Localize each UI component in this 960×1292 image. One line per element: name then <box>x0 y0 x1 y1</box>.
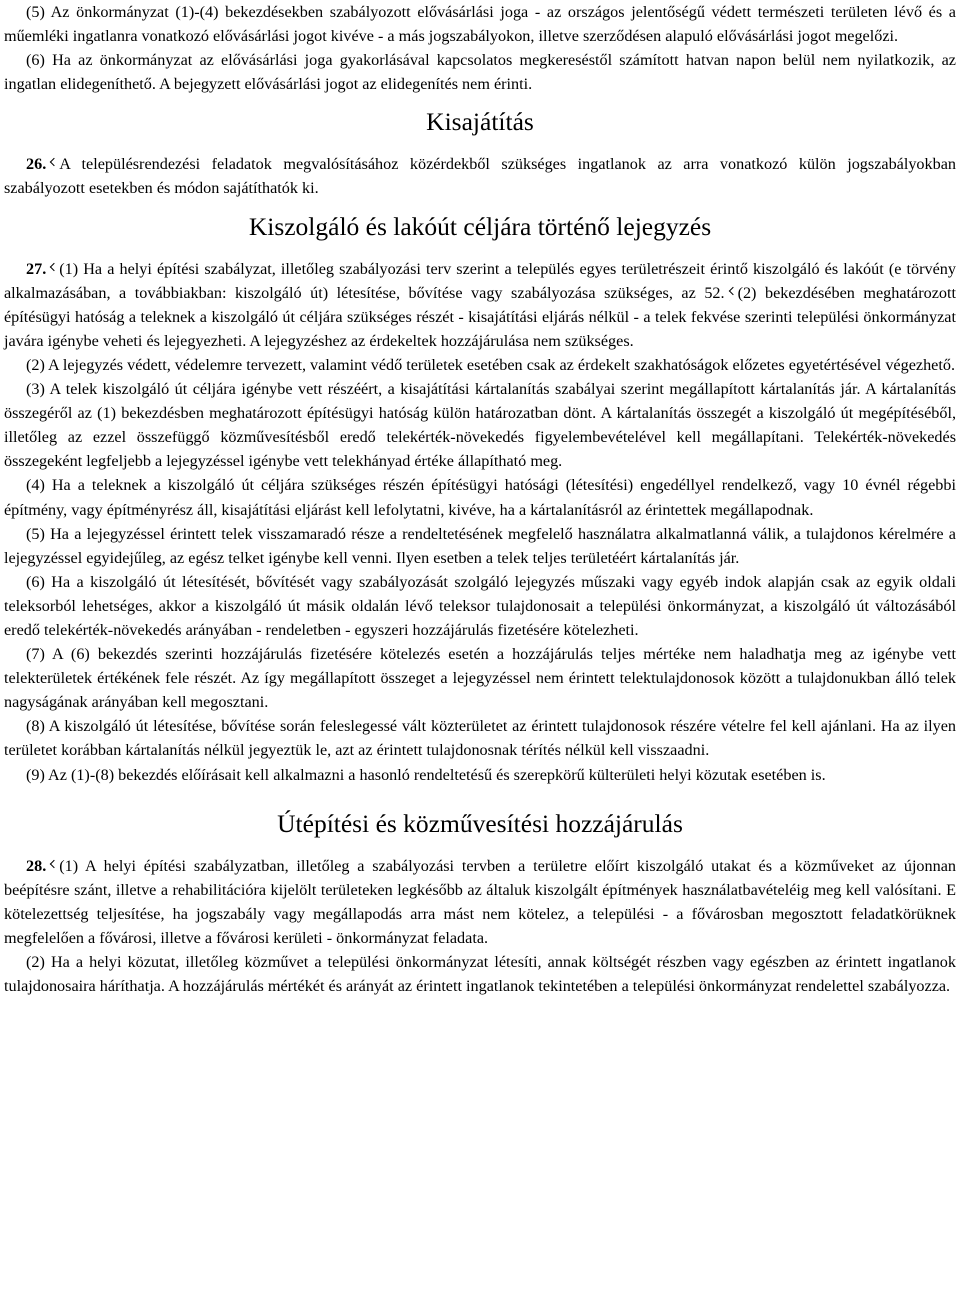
section-28-paragraph-2: (2) Ha a helyi közutat, illetőleg közművet a települési önkormányzat létesíti, annak költségét részben vagy egészben az érintett ingatlanok tulajdonosaira háríthatja. A hozzájárulás mértékét és arányát az érintett ingatlanok tekintetében a települési önkormányzat rendelettel szabályozza. <box>4 953 956 996</box>
link-marker-icon[interactable] <box>50 264 57 274</box>
paragraph-5-preemption-priority: (5) Az önkormányzat (1)-(4) bekezdésekben szabályozott elővásárlási joga - az országos jelentőségű védett természeti területen lévő és a műemléki ingatlanra vonatkozó elővásárlási jogot kivéve - a más jogszabályokon, illetve szerződésen alapuló elővásárlási jogot megelőzi. <box>4 3 956 46</box>
section-heading-kisajatitas: Kisajátítás <box>426 107 534 137</box>
section-28-paragraph-1 <box>4 854 956 950</box>
section-27-paragraph-9: (9) Az (1)-(8) bekezdés előírásait kell alkalmazni a hasonló rendeltetésű és szerepkörű külterületi helyi közutak esetében is. <box>26 765 826 784</box>
section-27-paragraph-5: (5) Ha a lejegyzéssel érintett telek visszamaradó része a rendeltetésének megfelelő használatra alkalmatlanná válik, a tulajdonos kérelmére a lejegyzéssel egyidejűleg, az egész telket igénybe kell venni. Ilyen esetben a telek teljes területéért kártalanítás jár. <box>4 524 956 567</box>
section-27-paragraph-2: (2) A lejegyzés védett, védelemre tervezett, valamint védő területek esetében csak az érdekelt szakhatóságok előzetes egyetértésével végezhető. <box>26 355 955 374</box>
section-number: 28. <box>26 856 47 875</box>
section-26-paragraph <box>4 152 956 200</box>
section-26-text: A településrendezési feladatok megvalósításához közérdekből szükséges ingatlanok az arra vonatkozó külön jogszabályokban szabályozott esetekben és módon sajátíthatók ki. <box>4 155 956 198</box>
section-28-text: (1) A helyi építési szabályzatban, illetőleg a szabályozási tervben a területre előírt kiszolgáló utakat és a közműveket az újonnan beépítésre szánt, illetve a rehabilitációra kijelölt területeken legkésőbb az általuk kiszolgált építmények használatbavételéig meg kell valósítani. E kötelezettség teljesítése, ha jogszabály vagy megállapodás arra mást nem kötelez, a települési - a fővárosban megosztott feladatkörüknek megfelelően a fővárosi, illetve a fővárosi kerületi - önkormányzat feladata. <box>4 856 956 947</box>
section-heading-kiszolgalo: Kiszolgáló és lakóút céljára történő lejegyzés <box>248 211 712 241</box>
section-27-paragraph-3: (3) A telek kiszolgáló út céljára igénybe vett részéért, a kisajátítási kártalanítás szabályai szerint megállapított kártalanítás jár. A kártalanítás összegéről az (1) bekezdésben meghatározott építésügyi hatóság külön határozatban dönt. A kártalanítás összegét a kiszolgáló út megépítéséből, illetőleg az ezzel összefüggő közművesítésből eredő telekérték-növekedés figyelembevételével kell megállapítani. Telekérték-növekedés összegeként legfeljebb a lejegyzéssel igénybe vett telekhányad értéke állapítható meg. <box>4 380 956 471</box>
link-marker-icon[interactable] <box>50 861 57 871</box>
section-27-text-b: (2) bekezdésében meghatározott építésügyi hatóság a teleknek a kiszolgáló út céljára szükséges részét - kisajátítási eljárás nélkül - a telek fekvése szerinti települési önkormányzat javára igénybe veheti és lejegyezheti. A lejegyzéshez az érdekeltek hozzájárulása nem szükséges. <box>4 283 956 350</box>
section-27-paragraph-6: (6) Ha a kiszolgáló út létesítését, bővítését vagy szabályozását szolgáló lejegyzés műszaki vagy egyéb indok alapján csak az egyik oldali teleksorból lehetséges, akkor a kiszolgáló út másik oldalán lévő teleksor tulajdonosait a települési önkormányzat, a kiszolgáló út változásából eredő telekérték-növekedés arányában - rendeletben - egyszeri hozzájárulás fizetésére kötelezheti. <box>4 572 956 639</box>
section-heading-utepitesi: Útépítési és közművesítési hozzájárulás <box>277 808 683 838</box>
section-27-paragraph-4: (4) Ha a teleknek a kiszolgáló út céljára szükséges részén építésügyi hatósági (létesítési) engedéllyel rendelkező, vagy 10 évnél régebbi építmény, vagy építményrész áll, kisajátítási eljárást kell lefolytatni, kivéve, ha a kártalanításról az érintettek megállapodnak. <box>4 476 956 519</box>
section-27-paragraph-8: (8) A kiszolgáló út létesítése, bővítése során feleslegessé vált közterületet az érintett tulajdonosok részére vételre fel kell ajánlani. Ha az ilyen területet korábban kártalanítás nélkül jegyeztük le, azt az érintett tulajdonosnak térítés nélkül kell visszaadni. <box>4 717 956 760</box>
section-number: 27. <box>26 259 47 278</box>
section-number: 26. <box>26 155 47 174</box>
section-27-text-a: (1) Ha a helyi építési szabályzat, illetőleg szabályozási terv szerint a település egyes területrészeit érintő kiszolgáló és lakóút (e törvény alkalmazásában, a továbbiakban: kiszolgáló út) létesítése, bővítése vagy szabályozása szükséges, az 52. <box>4 259 956 302</box>
link-marker-icon[interactable] <box>729 288 736 298</box>
link-marker-icon[interactable] <box>50 159 57 169</box>
section-27-paragraph-1 <box>4 257 956 353</box>
section-27-paragraph-7: (7) A (6) bekezdés szerinti hozzájárulás fizetésére kötelezés esetén a hozzájárulás teljes mértéke nem haladhatja meg az igénybe vett telekterületek értékének fele részét. Az így megállapított összeget a lejegyzéssel nem érintett telektulajdonosok között a tulajdonukban álló telek nagyságának arányában kell megosztani. <box>4 645 956 712</box>
paragraph-6-preemption-deadline: (6) Ha az önkormányzat az elővásárlási joga gyakorlásával kapcsolatos megkereséstől számított hatvan napon belül nem nyilatkozik, az ingatlan elidegeníthető. A bejegyzett elővásárlási jogot az elidegenítés nem érinti. <box>4 51 956 94</box>
